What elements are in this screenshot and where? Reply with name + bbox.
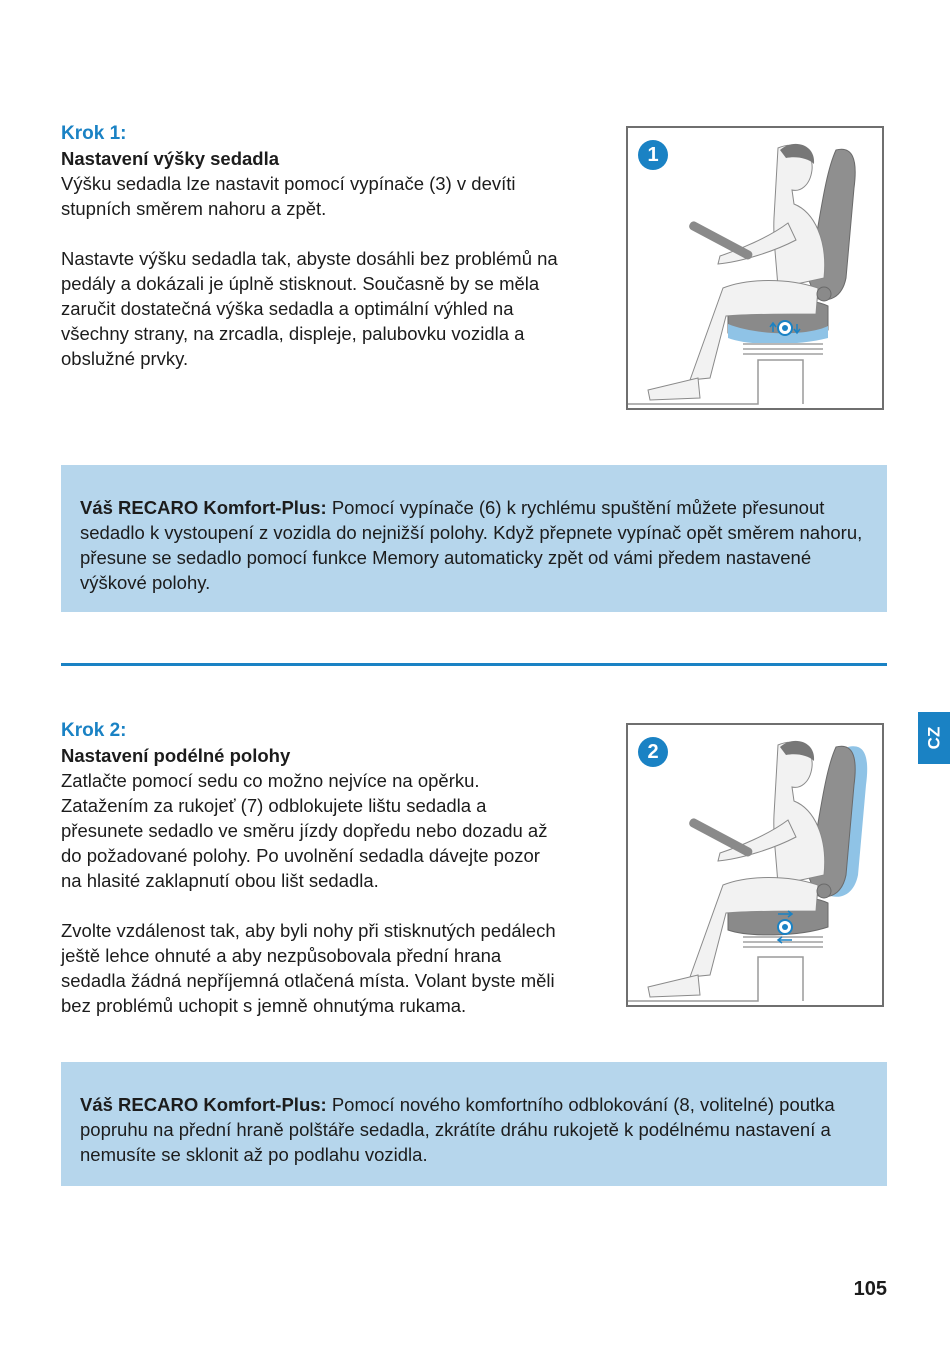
page-number: 105 [853, 1278, 887, 1300]
seat-height-illustration [626, 126, 884, 410]
step2-paragraph-2: Zvolte vzdálenost tak, aby byli nohy při stisknutých pedálech ještě lehce ohnuté a aby nezpůsobovala přední hrana sedadla žádná nepříjemná otlačená místa. Volant byste měli bez problémů uchopit s jemně ohnutýma rukama. [61, 920, 556, 1016]
comfort-plus-note-2 [61, 1062, 887, 1186]
step1-paragraph-2: Nastavte výšku sedadla tak, abyste dosáhli bez problémů na pedály a dokázali je úplně stisknout. Současně by se měla zaručit dostatečná výška sedadla a optimální výhled na všechny strany, na zrcadla, displeje, palubovku vozidla a obslužné prvky. [61, 248, 558, 369]
step2-heading: Nastavení podélné polohy [61, 745, 291, 766]
seat-height-drawing [628, 128, 884, 410]
seat-position-drawing [628, 725, 884, 1007]
section-divider [61, 663, 887, 666]
seat-position-illustration [626, 723, 884, 1007]
note2-title: Váš RECARO Komfort-Plus: [80, 1094, 327, 1115]
figure-number-badge: 1 [638, 140, 668, 170]
note1-title: Váš RECARO Komfort-Plus: [80, 497, 327, 518]
language-tab-label: CZ [923, 726, 943, 750]
note1-text: Pomocí vypínače (6) k rychlému spuštění můžete přesunout sedadlo k vystoupení z vozidla do nejnižší polohy. Když přepnete vypínač opět směrem nahoru, přesune se sedadlo pomocí funkce Memory automaticky zpět od vámi předem nastavené výškové polohy. [80, 497, 863, 593]
figure-number-badge: 2 [638, 737, 668, 767]
step1-heading: Nastavení výšky sedadla [61, 148, 280, 169]
note2-text: Pomocí nového komfortního odblokování (8, volitelné) poutka popruhu na přední hraně polštáře sedadla, zkrátíte dráhu rukojetě k podélnému nastavení a nemusíte se sklonit až po podlahu vozidla. [80, 1094, 835, 1165]
comfort-plus-note-1 [61, 465, 887, 612]
step2-section [61, 718, 591, 1018]
step2-paragraph-1: Zatlačte pomocí sedu co možno nejvíce na opěrku. Zatažením za rukojeť (7) odblokujete lištu sedadla a přesunete sedadlo ve směru jízdy dopředu nebo dozadu až do požadované polohy. Po uvolnění sedadla dávejte pozor na hlasité zaklapnutí obou lišt sedadla. [61, 770, 548, 891]
step2-label: Krok 2: [61, 720, 127, 741]
step1-section [61, 121, 591, 371]
step1-label: Krok 1: [61, 123, 127, 144]
step1-paragraph-1: Výšku sedadla lze nastavit pomocí vypínače (3) v devíti stupních směrem nahoru a zpět. [61, 173, 516, 219]
language-tab [918, 712, 950, 764]
